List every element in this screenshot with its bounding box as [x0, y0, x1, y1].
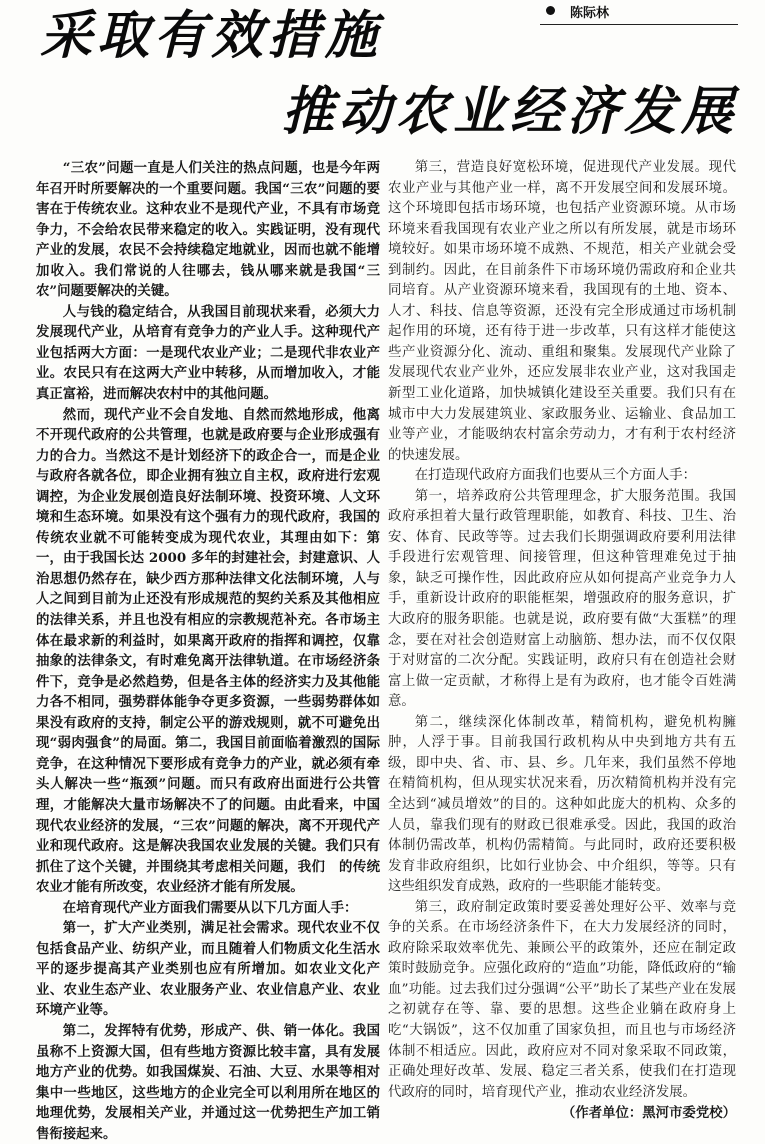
- paragraph: 然而，现代产业不会自发地、自然而然地形成，他离不开现代政府的公共管理，也就是政府要与企业形成强有力的合力。当然这不是计划经济下的政企合一，而是企业与政府各就各位，即企业拥有独立自主权，政府进行宏观调控，为企业发展创造良好法制环境、投资环境、人文环境和生态环境。如果没有这个强有力的现代政府，我国的传统农业就不可能转变成为现代农业，其理由如下：第一，由于我国长达 2000 多年的封建社会，封建意识、人治思想仍然存在，缺少西方那种法律文化法制环境，人与人之间到目前为止还没有形成规范的契约关系及其他相应的法律关系，并且也没有相应的宗教规范补充。各市场主体在最求新的利益时，如果离开政府的指挥和调控，仅靠抽象的法律条文，有时难免离开法律轨道。在市场经济条件下，竞争是必然趋势，但是各主体的经济实力及其他能力各不相同，强势群体能争夺更多资源，一些弱势群体如果没有政府的支持，制定公平的游戏规则，就不可避免出现“弱肉强食”的局面。第二，我国目前面临着激烈的国际竞争，在这种情况下要形成有竞争力的产业，就必须有牵头人解决一些“瓶颈”问题。而只有政府出面进行公共管理，才能解决大量市场解决不了的问题。由此看来，中国现代农业经济的发展，“三农”问题的解决，离不开现代产业和现代政府。这是解决我国农业发展的关键。我们只有抓住了这个关键，并围绕其考虑相关问题，我们 的传统农业才能有所改变，农业经济才能有所发展。: [36, 406, 380, 896]
- paragraph: 第一，扩大产业类别，满足社会需求。现代农业不仅包括食品产业、纺织产业，而且随着人们物质文化生活水平的逐步提高其产业类别也应有所增加。如农业文化产业、农业生态产业、农业服务产业、农业信息产业、农业环境产业等。: [36, 920, 380, 1019]
- paragraph: 第一，培养政府公共管理理念，扩大服务范围。我国政府承担着大量行政管理职能，如教育、科技、卫生、治安、体育、民政等等。过去我们长期强调政府要利用法律手段进行宏观管理、间接管理，但这种管理难免过于抽象，缺乏可操作性，因此政府应从如何提高产业竞争力人手，重新设计政府的职能框架，增强政府的服务意识，扩大政府的服务职能。也就是说，政府要有做“大蛋糕”的理念，要在对社会创造财富上动脑筋、想办法，而不仅仅限于对财富的二次分配。实践证明，政府只有在创造社会财富上做一定贡献，才称得上是有为政府，也才能令百姓满意。: [388, 488, 736, 710]
- paragraph: 第二，发挥特有优势，形成产、供、销一体化。我国虽称不上资源大国，但有些地方资源比较丰富，具有发展地方产业的优势。如我国煤炭、石油、大豆、水果等相对集中一些地区，这些地方的企业完全可以利用所在地区的地理优势，发展相关产业，并通过这一优势把生产加工销售衔接起来。: [36, 1022, 380, 1142]
- author-affiliation: （作者单位：黑河市委党校）: [561, 1105, 736, 1122]
- paragraph: 在打造现代政府方面我们也要从三个方面人手：: [414, 468, 696, 484]
- left-column: [36, 158, 380, 1144]
- paragraph: 人与钱的稳定结合，从我国目前现状来看，必须大力发展现代产业，从培育有竞争力的产业人手。这种现代产业包括两大方面：一是现代农业产业；二是现代非农业产业。农民只有在这两大产业中转移，从而增加收入，才能真正富裕，进而解决农村中的其他问题。: [36, 303, 380, 403]
- paragraph: 第三，营造良好宽松环境，促进现代产业发展。现代农业产业与其他产业一样，离不开发展空间和发展环境。这个环境即包括市场环境，也包括产业资源环境。从市场环境来看我国现有农业产业之所以有所发展，就是市场环境较好。如果市场环境不成熟、不规范，相关产业就会受到制约。因此，在目前条件下市场环境仍需政府和企业共同培育。从产业资源环境来看，我国现有的土地、资本、人才、科技、信息等资源，还没有完全形成通过市场机制起作用的环境，还有待于进一步改革，只有这样才能使这些产业资源分化、流动、重组和聚集。发展现代产业除了发展现代农业产业外，还应发展非农业产业，这对我国走新型工业化道路，加快城镇化建设至关重要。我们只有在城市中大力发展建筑业、家政服务业、运输业、食品加工业等产业，才能吸纳农村富余劳动力，才有利于农村经济的快速发展。: [388, 160, 736, 463]
- author-byline: [540, 2, 738, 25]
- paragraph: “三农”问题一直是人们关注的热点问题，也是今年两年召开时所要解决的一个重要问题。我国“三农”问题的要害在于传统农业。这种农业不是现代产业，不具有市场竞争力，不会给农民带来稳定的收入。实践证明，没有现代产业的发展，农民不会持续稳定地就业，因而也就不能增加收入。我们常说的人往哪去，钱从哪来就是我国“三农”问题要解决的关键。: [36, 160, 380, 300]
- paragraph: 在培育现代产业方面我们需要从以下几方面人手：: [62, 899, 358, 916]
- paragraph: 第二，继续深化体制改革，精简机构，避免机构臃肿，人浮于事。目前我国行政机构从中央到地方共有五级，即中央、省、市、县、乡。几年来，我们虽然不停地在精简机构，但从现实状况来看，历次精简机构并没有完全达到“减员增效”的目的。这种如此庞大的机构、众多的人员，靠我们现有的财政已很难承受。因此，我国的政治体制仍需改革，机构仍需精简。与此同时，政府还要积极发育非政府组织，比如行业协会、中介组织，等等。只有这些组织发育成熟，政府的一些职能才能转变。: [388, 714, 736, 895]
- article-title-line-1: 采取有效措施: [40, 5, 383, 66]
- author-name: 陈际林: [570, 6, 610, 21]
- paragraph: 第三，政府制定政策时要妥善处理好公平、效率与竞争的关系。在市场经济条件下，在大力发展经济的同时，政府除采取效率优先、兼顾公平的政策外，还应在制定政策时鼓励竞争。应强化政府的“造血”功能，降低政府的“输血”功能。过去我们过分强调“公平”助长了某些产业在发展之初就存在等、靠、要的思想。这些企业躺在政府身上吃“大锅饭”，这不仅加重了国家负担，而且也与市场经济体制不相适应。因此，政府应对不同对象采取不同政策，正确处理好改革、发展、稳定三者关系，使我们在打造现代政府的同时，培育现代产业，推动农业经济发展。: [388, 899, 736, 1100]
- article-title-line-2: 推动农业经济发展: [282, 81, 739, 142]
- bullet-icon: [546, 6, 555, 15]
- right-column: [388, 158, 736, 1124]
